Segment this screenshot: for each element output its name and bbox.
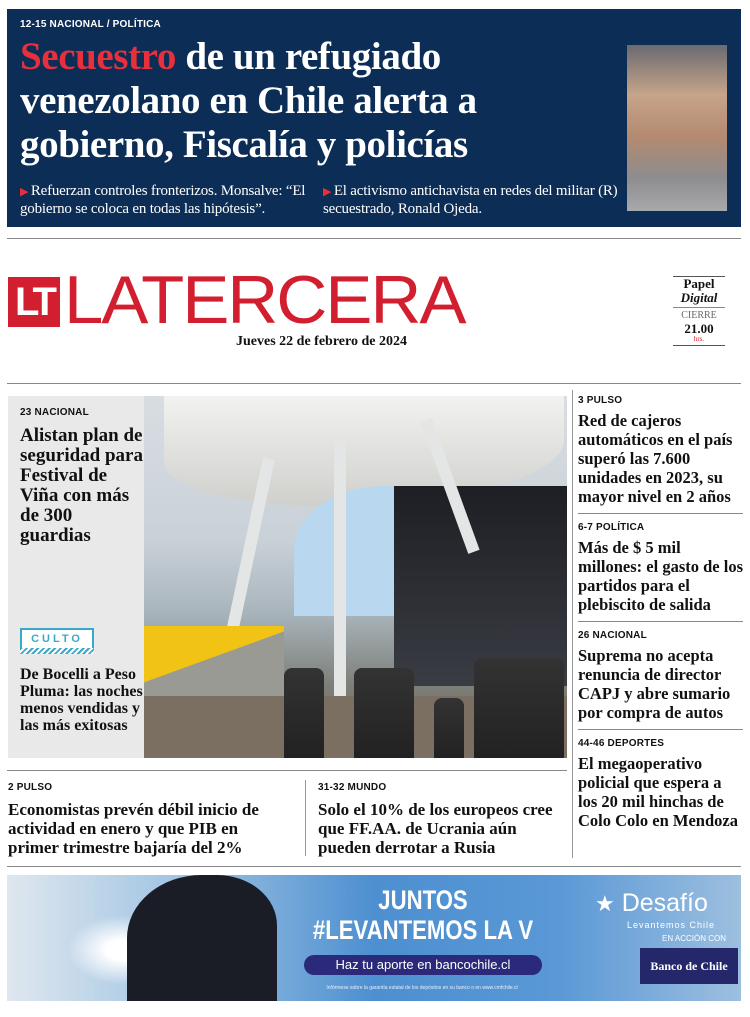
- right-column: [578, 395, 743, 860]
- story-kicker: 26 NACIONAL: [578, 630, 647, 641]
- culto-badge: CULTO: [20, 628, 94, 654]
- subhead-text: El activismo antichavista en redes del militar (R) secuestrado, Ronald Ojeda.: [323, 183, 618, 217]
- top-story-headline[interactable]: [20, 35, 622, 167]
- divider: [7, 866, 741, 867]
- story-kicker: 6-7 POLÍTICA: [578, 522, 645, 533]
- story-headline[interactable]: Red de cajeros automáticos en el país superó las 7.600 unidades en 2023, su mayor nivel en 2 años: [578, 411, 733, 506]
- story-headline[interactable]: Economistas prevén débil inicio de actividad en enero y que PIB en primer trimestre bajaría del 2%: [8, 800, 259, 857]
- star-icon: ★: [595, 891, 615, 916]
- headline-highlight: Secuestro: [20, 35, 176, 78]
- culto-headline[interactable]: De Bocelli a Peso Pluma: las noches menos vendidas y las más exitosas: [20, 666, 143, 734]
- partner-label: EN ACCIÓN CON: [662, 934, 727, 943]
- digital-label: Digital: [673, 291, 725, 308]
- triangle-bullet-icon: ▶: [323, 186, 334, 198]
- ad-headline: [263, 885, 583, 945]
- story-kicker: 44-46 DEPORTES: [578, 738, 665, 749]
- ronald-ojeda-photo: [627, 45, 727, 211]
- cierre-time: 21.00: [684, 321, 714, 336]
- triangle-bullet-icon: ▶: [20, 186, 31, 198]
- divider: [7, 238, 741, 239]
- story-headline[interactable]: Más de $ 5 mil millones: el gasto de los partidos para el plebiscito de salida: [578, 538, 743, 614]
- right-story-4[interactable]: [578, 738, 743, 837]
- subhead-text: Refuerzan controles fronterizos. Monsalve: “El gobierno se coloca en todas las hipótesis”.: [20, 183, 306, 217]
- logo-name[interactable]: LATERCERA: [64, 262, 465, 338]
- desafio-sub: Levantemos Chile: [627, 920, 716, 930]
- desafio-logo: [595, 889, 708, 918]
- banco-chile-logo: Banco de Chile: [640, 948, 738, 984]
- top-story-banner[interactable]: [7, 9, 741, 227]
- story-headline[interactable]: Suprema no acepta renuncia de director CAPJ y abre sumario por compra de autos: [578, 646, 731, 722]
- story-kicker: 2 PULSO: [8, 782, 53, 793]
- papel-label: Papel: [683, 276, 715, 291]
- festival-stage-photo: [144, 396, 567, 758]
- column-divider: [572, 390, 573, 858]
- ad-headline-line1: JUNTOS: [378, 885, 468, 915]
- papel-digital-box[interactable]: [673, 276, 725, 346]
- story-kicker: 31-32 MUNDO: [318, 782, 387, 793]
- desafio-brand: Desafío: [621, 889, 708, 917]
- right-story-3[interactable]: [578, 630, 743, 730]
- cierre-label: CIERRE: [681, 310, 717, 321]
- ad-headline-line2: #LEVANTEMOS LA V: [312, 915, 534, 945]
- hrs-label: hrs.: [693, 335, 705, 343]
- lead-kicker: 23 NACIONAL: [20, 407, 89, 418]
- subhead-2[interactable]: [323, 183, 621, 218]
- headline-rest: de un refugiado venezolano en Chile alerta a gobierno, Fiscalía y policías: [20, 35, 477, 166]
- column-divider: [305, 780, 306, 856]
- right-story-1[interactable]: [578, 395, 743, 514]
- story-kicker: 3 PULSO: [578, 395, 623, 406]
- divider: [7, 770, 567, 771]
- ad-cta-button[interactable]: Haz tu aporte en bancochile.cl: [304, 955, 542, 975]
- story-headline[interactable]: El megaoperativo policial que espera a los 20 mil hinchas de Colo Colo en Mendoza: [578, 754, 738, 830]
- top-story-kicker: 12-15 NACIONAL / POLÍTICA: [20, 19, 161, 30]
- logo-mark: LT: [8, 277, 60, 327]
- story-headline[interactable]: Solo el 10% de los europeos cree que FF.AA. de Ucrania aún pueden derrotar a Rusia: [318, 800, 553, 857]
- right-story-2[interactable]: [578, 522, 743, 622]
- lead-headline[interactable]: Alistan plan de seguridad para Festival de Viña con más de 300 guardias: [20, 425, 143, 546]
- ad-fine-print: Infórmese sobre la garantía estatal de los depósitos en su banco o en www.cmfchile.cl: [326, 985, 518, 991]
- firefighter-silhouette: [127, 875, 277, 1001]
- bottom-story-2[interactable]: [318, 782, 563, 857]
- edition-date: Jueves 22 de febrero de 2024: [236, 334, 407, 349]
- lead-story-box[interactable]: [8, 396, 144, 758]
- subhead-1[interactable]: [20, 183, 318, 218]
- divider: [7, 383, 741, 384]
- banco-chile-ad[interactable]: [7, 875, 741, 1001]
- bottom-story-1[interactable]: [8, 782, 293, 857]
